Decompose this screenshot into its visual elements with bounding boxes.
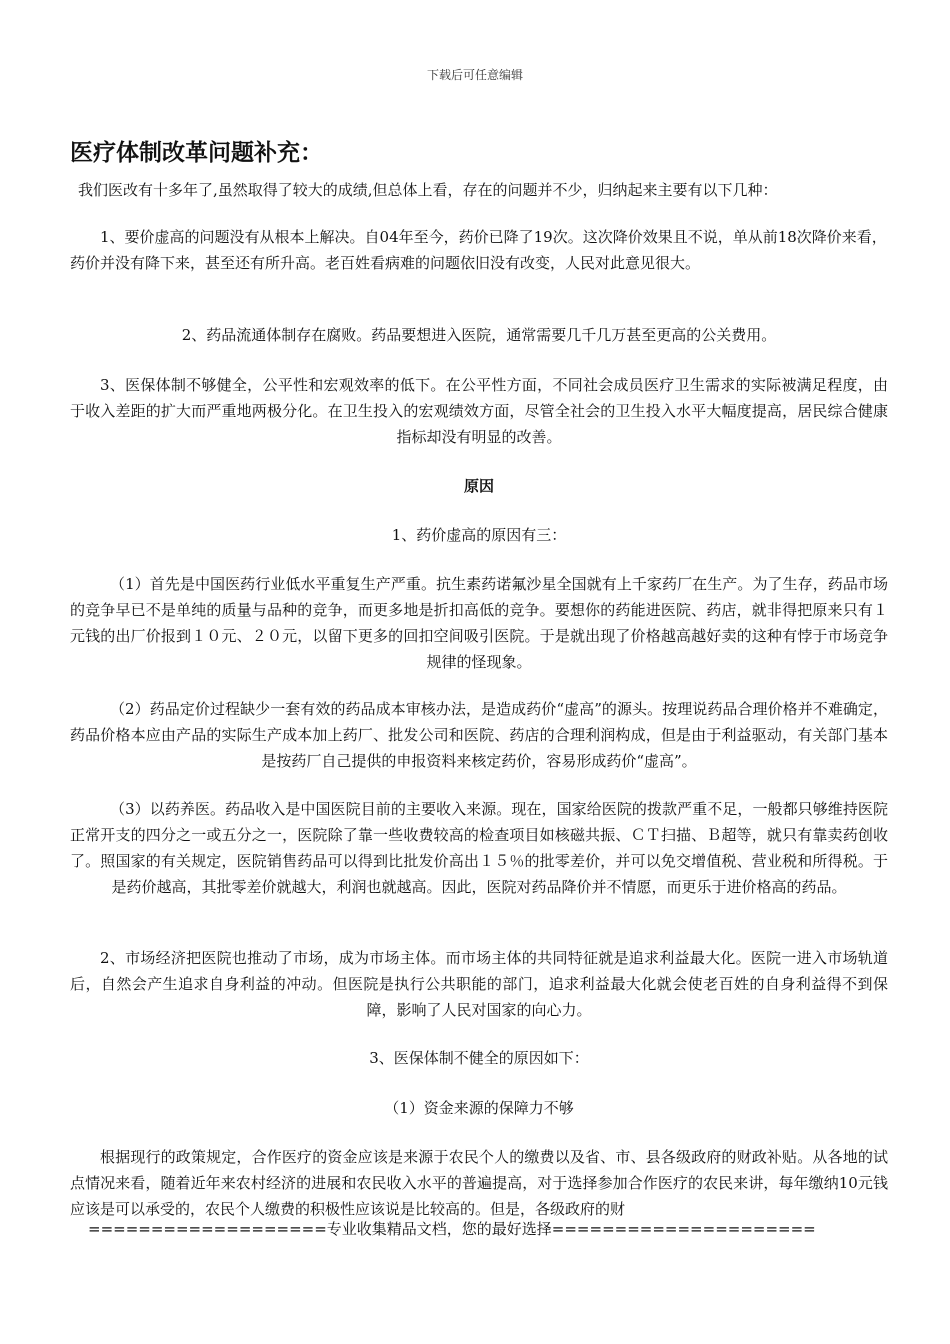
footer-note: ===================专业收集精品文档，您的最好选择===================== (88, 1220, 816, 1238)
reason3-paragraph: 根据现行的政策规定，合作医疗的资金应该是来源于农民个人的缴费以及省、市、县各级政府的财政补贴。从各地的试点情况来看，随着近年来农村经济的进展和农民收入水平的普遍提高，对于选择参加合作医疗的农民来讲，每年缴纳10元钱应该是可以承受的，农民个人缴费的积极性应该说是比较高的。但是，各级政府的财 (70, 1148, 888, 1218)
problem-3: 3、医保体制不够健全，公平性和宏观效率的低下。在公平性方面，不同社会成员医疗卫生需求的实际被满足程度，由于收入差距的扩大而严重地两极分化。在卫生投入的宏观绩效方面，尽管全社会的卫生投入水平大幅度提高，居民综合健康指标却没有明显的改善。 (70, 376, 888, 446)
problem-2: 2、药品流通体制存在腐败。药品要想进入医院，通常需要几千几万甚至更高的公关费用。 (181, 326, 777, 344)
reason1-item-3: （3）以药养医。药品收入是中国医院目前的主要收入来源。现在，国家给医院的拨款严重不足，一般都只够维持医院正常开支的四分之一或五分之一，医院除了靠一些收费较高的检查项目如核磁共振、ＣＴ扫描、Ｂ超等，就只有靠卖药创收了。照国家的有关规定，医院销售药品可以得到比批发价高出１５％的批零差价，并可以免交增值税、营业税和所得税。于是药价越高，其批零差价就越大，利润也就越高。因此，医院对药品降价并不情愿，而更乐于进价格高的药品。 (70, 800, 888, 896)
reasons-heading: 原因 (463, 477, 494, 495)
problem-1: 1、要价虚高的问题没有从根本上解决。自04年至今，药价已降了19次。这次降价效果且不说，单从前18次降价来看，药价并没有降下来，甚至还有所升高。老百姓看病难的问题依旧没有改变，人民对此意见很大。 (70, 228, 887, 272)
header-note: 下载后可任意编辑 (426, 68, 523, 82)
reason1-item-2: （2）药品定价过程缺少一套有效的药品成本审核办法，是造成药价“虚高”的源头。按理说药品合理价格并不难确定，药品价格本应由产品的实际生产成本加上药厂、批发公司和医院、药店的合理利润构成，但是由于利益驱动，有关部门基本是按药厂自己提供的申报资料来核定药价，容易形成药价“虚高”。 (70, 700, 888, 770)
reason2-paragraph: 2、市场经济把医院也推动了市场，成为市场主体。而市场主体的共同特征就是追求利益最大化。医院一进入市场轨道后，自然会产生追求自身利益的冲动。但医院是执行公共职能的部门，追求利益最大化就会使老百姓的自身利益得不到保障，影响了人民对国家的向心力。 (70, 949, 888, 1019)
intro-paragraph: 我们医改有十多年了,虽然取得了较大的成绩,但总体上看，存在的问题并不少，归纳起来主要有以下几种： (78, 181, 778, 199)
page-title: 医疗体制改革问题补充： (70, 140, 323, 166)
reason3-subheading: （1）资金来源的保障力不够 (384, 1099, 574, 1117)
reason1-item-1: （1）首先是中国医药行业低水平重复生产严重。抗生素药诺氟沙星全国就有上千家药厂在生产。为了生存，药品市场的竞争早已不是单纯的质量与品种的竞争，而更多地是折扣高低的竞争。要想你的药能进医院、药店，就非得把原来只有１元钱的出厂价报到１０元、２０元，以留下更多的回扣空间吸引医院。于是就出现了价格越高越好卖的这种有悖于市场竞争规律的怪现象。 (70, 575, 888, 671)
reason1-heading: 1、药价虚高的原因有三： (391, 526, 567, 544)
reason3-heading: 3、医保体制不健全的原因如下： (369, 1049, 589, 1067)
